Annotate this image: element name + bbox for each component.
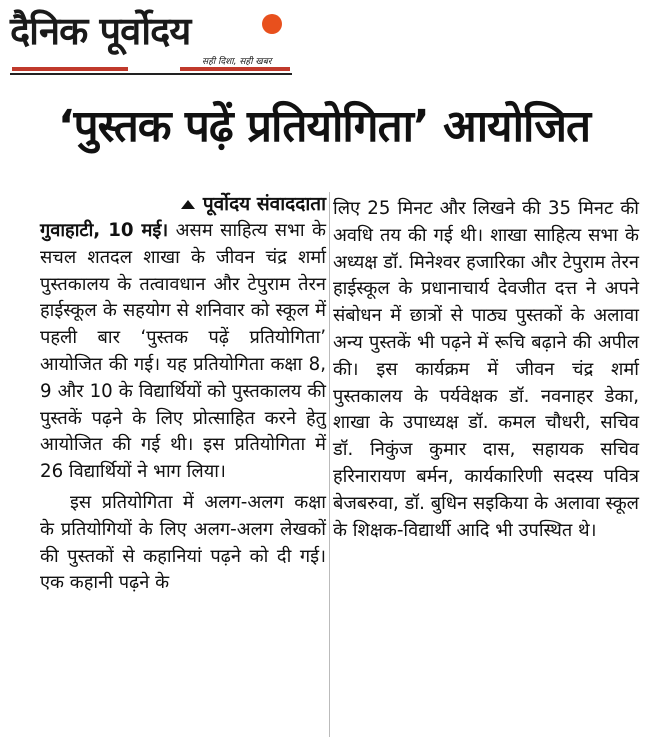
article-right-column <box>333 196 639 544</box>
dateline: गुवाहाटी, 10 मई। <box>40 220 169 241</box>
masthead <box>10 4 292 76</box>
newspaper-logo: दैनिक पूर्वोदय <box>10 9 191 53</box>
article-paragraph-1 <box>40 218 326 486</box>
article-paragraph-2: इस प्रतियोगिता में अलग-अलग कक्षा के प्रतियोगियों के लिए अलग-अलग लेखकों की पुस्तकों से कहानियां पढ़ने को दी गई। एक कहानी पढ़ने के <box>40 491 326 594</box>
newspaper-tagline: सही दिशा, सही खबर <box>202 57 272 67</box>
article-left-column <box>40 190 326 597</box>
byline-text: पूर्वोदय संवाददाता <box>202 192 326 215</box>
byline-triangle-icon <box>181 200 195 209</box>
article-headline: ‘पुस्तक पढ़ें प्रतियोगिता’ आयोजित <box>57 101 591 152</box>
column-divider <box>329 192 330 737</box>
masthead-rule <box>10 73 292 75</box>
logo-sun-icon <box>262 14 282 34</box>
masthead-strip-gap <box>128 66 180 72</box>
paragraph-1-text: असम साहित्य सभा के सचल शतदल शाखा के जीवन चंद्र शर्मा पुस्तकालय के तत्वावधान और टेपुराम तेरन हाईस्कूल के सहयोग से शनिवार को स्कूल में पहली बार ‘पुस्तक पढ़ें प्रतियोगिता’ आयोजित की गई। यह प्रतियोगिता कक्षा 8, 9 और 10 के विद्यार्थियों को पुस्तकालय की पुस्तकें पढ़ने के लिए प्रोत्साहित करने हेतु आयोजित की गई थी। इस प्रतियोगिता में 26 विद्यार्थियों ने भाग लिया। <box>40 220 326 483</box>
byline <box>40 190 326 218</box>
article-paragraph-right: लिए 25 मिनट और लिखने की 35 मिनट की अवधि तय की गई थी। शाखा साहित्य सभा के अध्यक्ष डॉ. मिनेश्वर हजारिका और टेपुराम तेरन हाईस्कूल के प्रधानाचार्य देवजीत दत्त ने अपने संबोधन में छात्रों से पाठ्य पुस्तकों के अलावा अन्य पुस्तकें भी पढ़ने में रूचि बढ़ाने की अपील की। इस कार्यक्रम में जीवन चंद्र शर्मा पुस्तकालय के पर्यवेक्षक डॉ. नवनाहर डेका, शाखा के उपाध्यक्ष डॉ. कमल चौधरी, सचिव डॉ. निकुंज कुमार दास, सहायक सचिव हरिनारायण बर्मन, कार्यकारिणी सदस्य पवित्र बेजबरुवा, डॉ. बुधिन सइकिया के अलावा स्कूल के शिक्षक-विद्यार्थी आदि भी उपस्थित थे। <box>333 198 639 541</box>
